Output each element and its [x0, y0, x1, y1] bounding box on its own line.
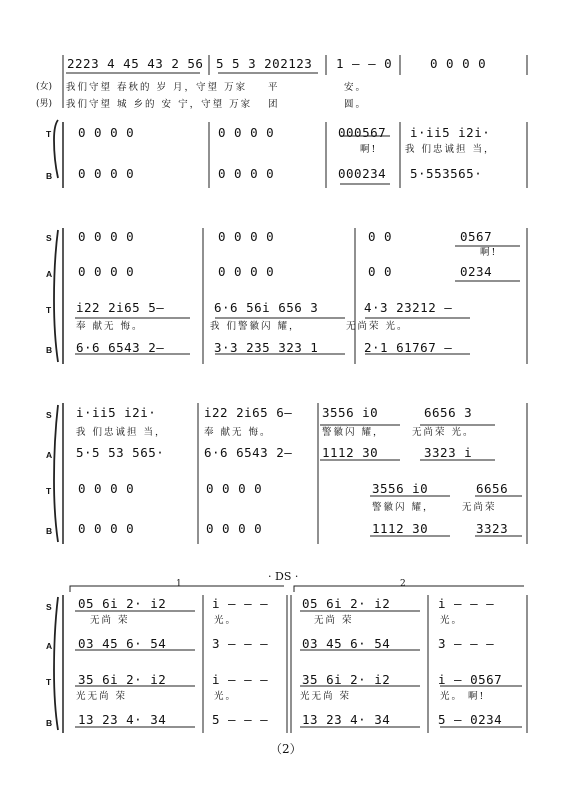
s4-soprano-lyric-3: 无尚 荣 [314, 615, 354, 626]
s3-tenor-m1: 0 0 0 0 [78, 481, 135, 496]
s2-bass-m1: 6·6 6543 2– [76, 340, 165, 355]
s4-tenor-lyric-1: 光无尚 荣 [76, 691, 128, 702]
s3-label-tenor: T [46, 486, 52, 496]
s4-tenor-lyric-3: 光无尚 荣 [300, 691, 352, 702]
s4-soprano-m2: i – – – [212, 596, 269, 611]
s3-alto-m1: 5·5 53 565· [76, 445, 165, 460]
s1-bass-m2: 0 0 0 0 [218, 166, 275, 181]
s4-alto-m2: 3 – – – [212, 636, 269, 651]
s2-soprano-m1: 0 0 0 0 [78, 229, 135, 244]
s4-alto-m3: 03 45 6· 54 [302, 636, 391, 651]
s1-bass-m3: 000234 [338, 166, 387, 181]
s1-melody-m2: 5 5 3 202123 [216, 56, 313, 71]
s4-label-bass: B [46, 718, 53, 728]
s2-label-bass: B [46, 345, 53, 355]
ds-marker: · DS · [268, 570, 299, 583]
s3-soprano-m3: 3556 i0 [322, 405, 379, 420]
s4-label-soprano: S [46, 602, 52, 612]
s1-melody-m4: 0 0 0 0 [430, 56, 487, 71]
s4-bass-m1: 13 23 4· 34 [78, 712, 167, 727]
s1-lyric-male-3: 圆。 [344, 99, 368, 110]
s1-melody-m3: 1 – – 0 [336, 56, 393, 71]
s1-tenor-lyric-2: 我 们忠诚担 当， [405, 144, 496, 155]
s1-tenor-lyric-1: 啊! [360, 144, 378, 155]
s3-label-bass: B [46, 526, 53, 536]
s4-tenor-m2: i – – – [212, 672, 269, 687]
s1-tenor-m1: 0 0 0 0 [78, 125, 135, 140]
s2-alto-m2: 0 0 0 0 [218, 264, 275, 279]
s2-tenor-m2: 6·6 56i 656 3 [214, 300, 319, 315]
s3-tenor-lyric-2: 无尚荣 [462, 502, 497, 513]
s3-soprano-m1: i·ii5 i2i· [76, 405, 157, 420]
s4-soprano-m1: 05 6i 2· i2 [78, 596, 167, 611]
s3-label-alto: A [46, 450, 53, 460]
s2-bass-m2: 3·3 235 323 1 [214, 340, 319, 355]
s3-label-soprano: S [46, 410, 52, 420]
s4-soprano-lyric-1: 无尚 荣 [90, 615, 130, 626]
s4-tenor-m4: i – 0567 [438, 672, 503, 687]
s2-tenor-lyric-2: 我 们警徽闪 耀， [210, 321, 301, 332]
s3-soprano-m2: i22 2i65 6– [204, 405, 293, 420]
s4-bass-m3: 13 23 4· 34 [302, 712, 391, 727]
s3-tenor-m2: 0 0 0 0 [206, 481, 263, 496]
s1-label-male: (男) [36, 99, 53, 109]
s1-label-bass: B [46, 171, 53, 181]
ending-1-label: 1 [176, 579, 182, 589]
s1-label-female: (女) [36, 82, 53, 92]
s1-label-tenor: T [46, 129, 52, 139]
s3-alto-m4: 3323 i [424, 445, 473, 460]
s4-alto-m1: 03 45 6· 54 [78, 636, 167, 651]
s1-bass-m1: 0 0 0 0 [78, 166, 135, 181]
s1-lyric-female-3: 安。 [344, 82, 368, 93]
s2-tenor-m3: 4·3 23212 – [364, 300, 453, 315]
s1-lyric-female-1: 我们守望 春秋的 岁 月，守望 万家 [66, 82, 248, 93]
s4-soprano-m4: i – – – [438, 596, 495, 611]
s1-tenor-m4: i·ii5 i2i· [410, 125, 491, 140]
s1-lyric-female-2: 平 [268, 82, 280, 93]
s3-soprano-lyric-1: 我 们忠诚担 当， [76, 427, 167, 438]
s3-alto-m2: 6·6 6543 2– [204, 445, 293, 460]
s2-tenor-lyric-3: 无尚荣 光。 [346, 321, 409, 332]
s4-label-alto: A [46, 641, 53, 651]
s1-bass-m4: 5·553565· [410, 166, 483, 181]
s3-bass-m4: 3323 [476, 521, 509, 536]
s2-tenor-m1: i22 2i65 5– [76, 300, 165, 315]
s4-alto-m4: 3 – – – [438, 636, 495, 651]
s2-soprano-m3: 0 0 [368, 229, 393, 244]
s2-alto-m1: 0 0 0 0 [78, 264, 135, 279]
s4-bass-m4: 5 – 0234 [438, 712, 503, 727]
s2-soprano-m4: 0567 [460, 229, 493, 244]
s2-soprano-m2: 0 0 0 0 [218, 229, 275, 244]
s1-lyric-male-1: 我们守望 城 乡的 安 宁，守望 万家 [66, 99, 253, 110]
s1-lyric-male-2: 团 [268, 99, 280, 110]
s3-soprano-m4: 6656 3 [424, 405, 473, 420]
s2-label-alto: A [46, 269, 53, 279]
s4-tenor-m3: 35 6i 2· i2 [302, 672, 391, 687]
ending-2-label: 2 [400, 579, 406, 589]
s1-tenor-m3: 000567 [338, 125, 387, 140]
s3-soprano-lyric-3: 警徽闪 耀， [322, 427, 385, 438]
s4-tenor-lyric-4: 光。 啊! [440, 691, 486, 702]
s2-alto-m3: 0 0 [368, 264, 393, 279]
s4-label-tenor: T [46, 677, 52, 687]
s3-tenor-m3: 3556 i0 [372, 481, 429, 496]
s4-soprano-lyric-2: 光。 [214, 615, 238, 626]
page-number: （2） [270, 742, 302, 756]
s3-soprano-lyric-4: 无尚荣 光。 [412, 427, 475, 438]
s4-soprano-lyric-4: 光。 [440, 615, 464, 626]
s2-bass-m3: 2·1 61767 – [364, 340, 453, 355]
s2-label-tenor: T [46, 305, 52, 315]
s1-tenor-m2: 0 0 0 0 [218, 125, 275, 140]
s4-tenor-m1: 35 6i 2· i2 [78, 672, 167, 687]
s2-alto-m4: 0234 [460, 264, 493, 279]
s3-bass-m2: 0 0 0 0 [206, 521, 263, 536]
s3-bass-m3: 1112 30 [372, 521, 429, 536]
s2-soprano-lyric: 啊! [480, 247, 498, 258]
s3-tenor-m4: 6656 [476, 481, 509, 496]
s4-tenor-lyric-2: 光。 [214, 691, 238, 702]
s3-alto-m3: 1112 30 [322, 445, 379, 460]
s2-tenor-lyric-1: 奉 献无 悔。 [76, 321, 144, 332]
s4-bass-m2: 5 – – – [212, 712, 269, 727]
s3-soprano-lyric-2: 奉 献无 悔。 [204, 427, 272, 438]
s3-bass-m1: 0 0 0 0 [78, 521, 135, 536]
s4-soprano-m3: 05 6i 2· i2 [302, 596, 391, 611]
s1-melody-m1: 2223 4 45 43 2 56 [67, 56, 204, 71]
s3-tenor-lyric-1: 警徽闪 耀， [372, 502, 435, 513]
s2-label-soprano: S [46, 233, 52, 243]
